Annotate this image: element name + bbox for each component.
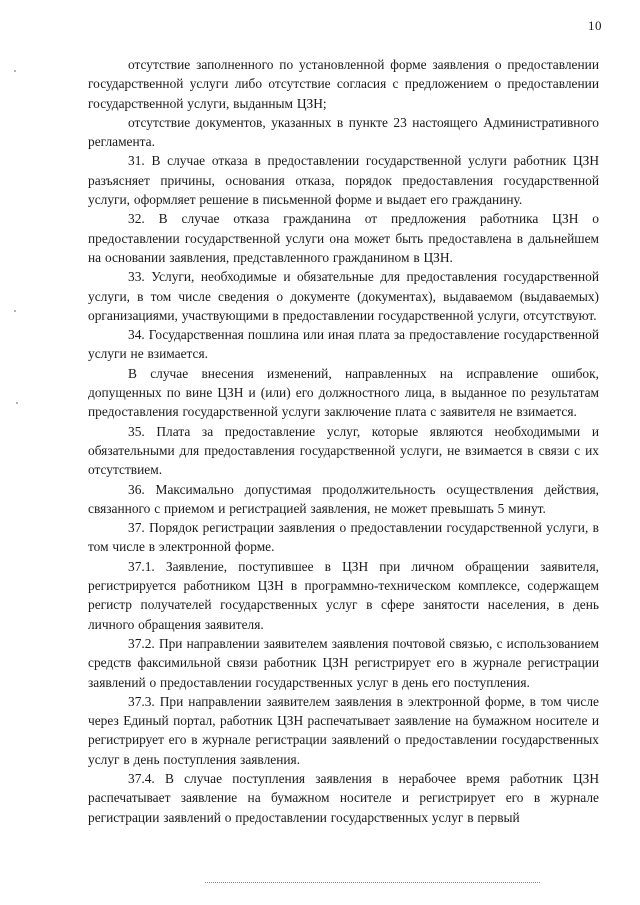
page-number: 10 (588, 18, 602, 33)
paragraph-item-32: 32. В случае отказа гражданина от предложения работника ЦЗН о предоставлении государственной услуги она может быть предоставлена в дальнейшем на основании заявления, представленного гражданином в ЦЗН. (88, 211, 599, 265)
scan-speck (16, 402, 18, 404)
paragraph-item-37-4: 37.4. В случае поступления заявления в нерабочее время работник ЦЗН распечатывает заявление на бумажном носителе и регистрирует его в журнале регистрации заявлений о предоставлении государственных услуг в первый (88, 770, 599, 825)
paragraph: отсутствие документов, указанных в пункте 23 настоящего Административного регламента. (88, 114, 599, 150)
paragraph-item-33: 33. Услуги, необходимые и обязательные для предоставления государственной услуги, в том числе сведения о документе (документах), выдаваемом (выдаваемых) организациями, участвующими в предоставлении государственной услуги, отсутствуют. (88, 269, 599, 323)
paragraph-item-37-2: 37.2. При направлении заявителем заявления почтовой связью, с использованием средств факсимильной связи работник ЦЗН регистрирует его в журнале регистрации заявлений о предоставлении государственных услуг в день его поступления. (88, 635, 599, 690)
paragraph-item-31: 31. В случае отказа в предоставлении государственной услуги работник ЦЗН разъясняет причины, основания отказа, порядок предоставления государственной услуги, оформляет решение в письменной форме и выдает его гражданину. (88, 153, 599, 208)
paragraph-item-37-1: 37.1. Заявление, поступившее в ЦЗН при личном обращении заявителя, регистрируется работником ЦЗН в программно-техническом комплексе, содержащем регистр получателей государственных услуг в сфере занятости населения, в день личного обращения заявителя. (88, 558, 599, 632)
paragraph: В случае внесения изменений, направленных на исправление ошибок, допущенных по вине ЦЗН и (или) его должностного лица, в выданное по результатам предоставления государственной услуги заключение плата с заявителя не взимается. (88, 365, 599, 420)
paragraph-item-36: 36. Максимально допустимая продолжительность осуществления действия, связанного с приемом и регистрацией заявления, не может превышать 5 минут. (88, 481, 599, 516)
paragraph-item-37: 37. Порядок регистрации заявления о предоставлении государственной услуги, в том числе в электронной форме. (88, 520, 599, 555)
document-body (88, 55, 599, 827)
scan-speck (14, 310, 16, 312)
paragraph: отсутствие заполненного по установленной форме заявления о предоставлении государственной услуги либо отсутствие согласия с предложением о предоставлении государственной услуги, выданным ЦЗН; (88, 57, 599, 111)
paragraph-item-35: 35. Плата за предоставление услуг, которые являются необходимыми и обязательными для предоставления государственной услуги, не взимается в связи с их отсутствием. (88, 423, 599, 478)
paragraph-item-37-3: 37.3. При направлении заявителем заявления в электронной форме, в том числе через Единый портал, работник ЦЗН распечатывает заявление на бумажном носителе и регистрирует его в журнале регистрации заявлений о предоставлении государственных услуг в день поступления заявления. (88, 693, 599, 767)
scan-speck (14, 70, 16, 72)
scan-edge-line (205, 882, 540, 883)
paragraph-item-34: 34. Государственная пошлина или иная плата за предоставление государственной услуги не взимается. (88, 327, 599, 362)
